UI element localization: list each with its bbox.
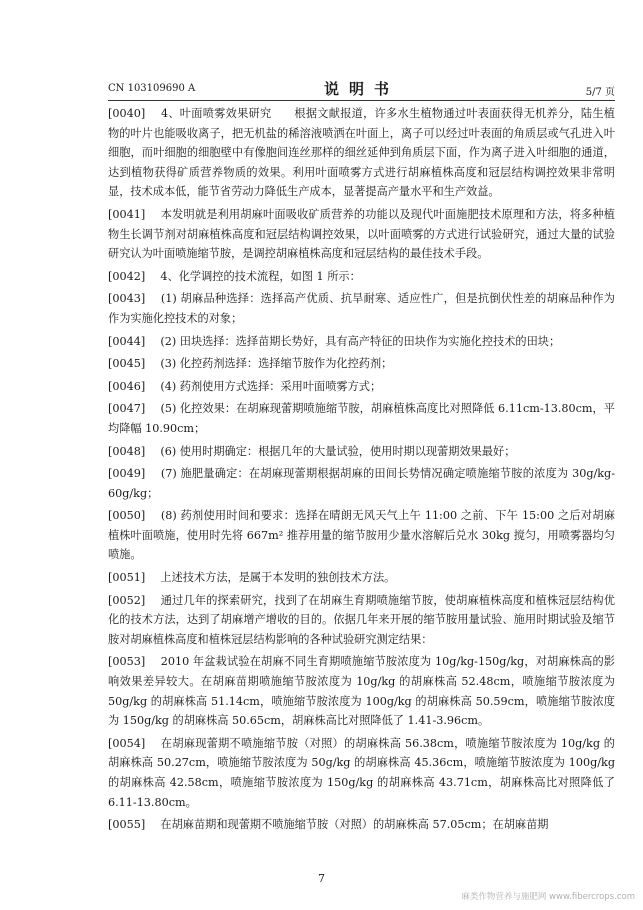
paragraph-text: (4) 药剂使用方式选择：采用叶面喷雾方式； xyxy=(160,379,382,393)
paragraph-text: (6) 使用时期确定：根据几年的大量试验，使用时期以现蕾期效果最好； xyxy=(160,444,516,458)
paragraph-number: [0055] xyxy=(108,818,146,832)
paragraph-text: (3) 化控药剂选择：选择缩节胺作为化控药剂； xyxy=(160,357,393,371)
paragraph-number: [0049] xyxy=(108,467,146,481)
paragraph xyxy=(108,205,615,264)
paragraph-text: 2010 年盆栽试验在胡麻不同生育期喷施缩节胺浓度为 10g/kg-150g/kg，对胡麻株高的影响效果差异较大。在胡麻苗期喷施缩节胺浓度为 10g/kg 的胡麻株高 52.48cm，喷施缩节胺浓度为 50g/kg 的胡麻株高 51.14cm，喷施缩节胺浓度为 100g/kg 的胡麻株高 50.59cm，喷施缩节胺浓度为 150g/kg 的胡麻株高 50.65cm，胡麻株高比对照降低了 1.41-3.96cm。 xyxy=(108,655,615,728)
paragraph-number: [0047] xyxy=(108,402,146,416)
watermark: 麻类作物营养与施肥网 www.fibercrops.com xyxy=(461,892,635,902)
paragraph-number: [0052] xyxy=(108,593,146,607)
paragraph-number: [0054] xyxy=(108,736,146,750)
paragraph-text: (8) 药剂使用时间和要求：选择在晴朗无风天气上午 11:00 之前、下午 15:00 之后对胡麻植株叶面喷施，使用时先将 667m² 推荐用量的缩节胺用少量水溶解后兑水 30kg 搅匀，用喷雾器均匀喷施。 xyxy=(108,509,615,562)
paragraph-text: (5) 化控效果：在胡麻现蕾期喷施缩节胺，胡麻植株高度比对照降低 6.11cm-13.80cm，平均降幅 10.90cm； xyxy=(108,402,615,435)
paragraph xyxy=(108,591,615,650)
paragraph-text: (7) 施肥量确定：在胡麻现蕾期根据胡麻的田间长势情况确定喷施缩节胺的浓度为 30g/kg-60g/kg； xyxy=(108,467,615,500)
paragraph-text: 本发明就是利用胡麻叶面吸收矿质营养的功能以及现代叶面施肥技术原理和方法，将多种植物生长调节剂对胡麻植株高度和冠层结构调控效果，以叶面喷雾的方式进行试验研究，通过大量的试验研究认为叶面喷施缩节胺，是调控胡麻植株高度和冠层结构的最佳技术手段。 xyxy=(108,207,615,261)
paragraph-text: 在胡麻苗期和现蕾期不喷施缩节胺（对照）的胡麻株高 57.05cm；在胡麻苗期 xyxy=(160,818,549,832)
paragraph xyxy=(108,104,615,202)
paragraph-number: [0046] xyxy=(108,379,146,393)
paragraph-number: [0041] xyxy=(108,207,146,221)
paragraph-text: (1) 胡麻品种选择：选择高产优质、抗旱耐寒、适应性广，但是抗倒伏性差的胡麻品种作为作为实施化控技术的对象； xyxy=(108,292,615,325)
paragraph xyxy=(108,289,615,328)
document-title: 说明书 xyxy=(323,80,399,98)
paragraph xyxy=(108,568,615,588)
paragraph xyxy=(108,652,615,730)
paragraph xyxy=(108,506,615,565)
paragraph xyxy=(108,332,615,352)
paragraph-number: [0043] xyxy=(108,292,146,306)
document-body xyxy=(108,104,615,838)
paragraph xyxy=(108,464,615,503)
paragraph-text: 在胡麻现蕾期不喷施缩节胺（对照）的胡麻株高 56.38cm，喷施缩节胺浓度为 10g/kg 的胡麻株高 50.27cm，喷施缩节胺浓度为 50g/kg 的胡麻株高 45.36cm，喷施缩节胺浓度为 100g/kg 的胡麻株高 42.58cm，喷施缩节胺浓度为 150g/kg 的胡麻株高 43.71cm，胡麻株高比对照降低了 6.11-13.80cm。 xyxy=(108,736,615,809)
paragraph xyxy=(108,815,615,835)
page-number: 7 xyxy=(318,872,325,885)
paragraph xyxy=(108,734,615,812)
header-rule xyxy=(108,100,615,101)
paragraph-text: 4、化学调控的技术流程，如图 1 所示： xyxy=(160,269,361,283)
page-indicator: 5/7 页 xyxy=(585,87,615,98)
paragraph-number: [0051] xyxy=(108,571,146,585)
paragraph-text: 4、叶面喷雾效果研究 根据文献报道，许多水生植物通过叶表面获得无机养分，陆生植物的叶片也能吸收离子，把无机盐的稀溶液喷洒在叶面上，离子可以经过叶表面的角质层或气孔进入叶细胞，而叶细胞的细胞壁中有像胞间连丝那样的细丝延伸到角质层下面，作为离子进入叶细胞的通道，达到植物获得矿质营养物质的效果。利用叶面喷雾方式进行胡麻植株高度和冠层结构调控效果非常明显，技术成本低，能节省劳动力降低生产成本，显著提高产量水平和生产效益。 xyxy=(108,107,615,199)
paragraph xyxy=(108,399,615,438)
paragraph-number: [0040] xyxy=(108,107,146,120)
paragraph-number: [0045] xyxy=(108,357,146,371)
paragraph xyxy=(108,267,615,287)
paragraph-number: [0042] xyxy=(108,269,146,283)
paragraph-text: (2) 田块选择：选择苗期长势好，具有高产特征的田块作为实施化控技术的田块； xyxy=(160,334,561,348)
paragraph-text: 上述技术方法，是属于本发明的独创技术方法。 xyxy=(160,571,396,585)
paragraph-number: [0050] xyxy=(108,509,146,523)
paragraph xyxy=(108,442,615,462)
paragraph-text: 通过几年的探索研究，找到了在胡麻生育期喷施缩节胺，使胡麻植株高度和植株冠层结构优化的技术方法，达到了胡麻增产增收的目的。依据几年来开展的缩节胺用量试验、施用时期试验及缩节胺对胡麻植株高度和植株冠层结构影响的各种试验研究测定结果： xyxy=(108,593,615,646)
paragraph-number: [0048] xyxy=(108,444,146,458)
paragraph xyxy=(108,354,615,374)
paragraph-number: [0053] xyxy=(108,655,146,669)
paragraph-number: [0044] xyxy=(108,334,146,348)
patent-number: CN 103109690 A xyxy=(108,83,196,94)
page-header xyxy=(108,78,615,100)
paragraph xyxy=(108,377,615,397)
